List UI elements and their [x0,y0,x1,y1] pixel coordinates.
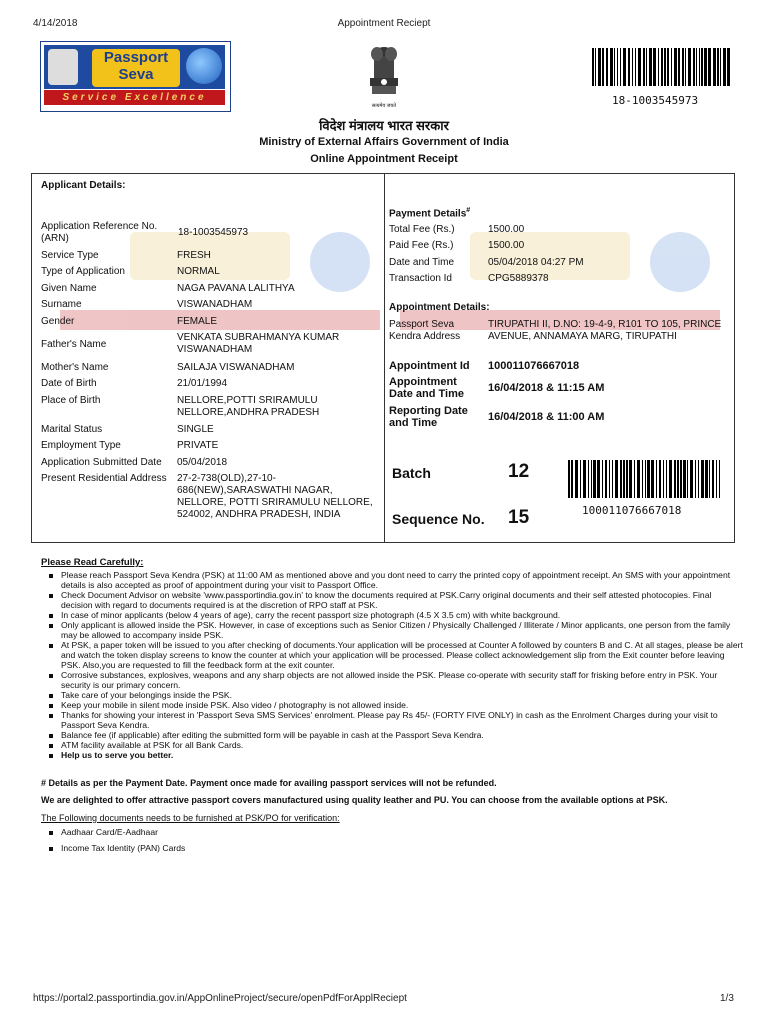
arn-barcode-number: 18-1003545973 [612,94,699,107]
barcode-bar [580,460,581,498]
barcode-bar [632,48,633,86]
national-emblem [360,42,408,110]
barcode-bar [649,48,652,86]
barcode-bar [605,460,607,498]
label-psk-address: Passport Seva Kendra Address [389,319,461,342]
barcode-bar [602,460,603,498]
barcode-bar [677,460,679,498]
label-payment-datetime: Date and Time [389,257,455,268]
label-service-type: Service Type [41,250,99,261]
emblem-icon [48,49,78,85]
note-item: Thanks for showing your interest in 'Passport Seva SMS Services' enrolment. Please pay Rs 45/- (FORTY FIVE ONLY) in cash as the Enrolment Charges during your visit to Passport Seva Kendra. [55,710,745,730]
barcode-bar [647,460,650,498]
barcode-bar [656,460,657,498]
barcode-bar [661,48,663,86]
barcode-bar [634,460,635,498]
label-father-name: Father's Name [41,339,107,350]
barcode-bar [610,48,613,86]
barcode-bar [701,460,704,498]
barcode-bar [637,460,640,498]
barcode-bar [620,460,622,498]
footer-page: 1/3 [720,993,734,1004]
barcode-bar [719,460,720,498]
label-reporting-datetime: Reporting Date and Time [389,405,468,429]
barcode-bar [696,48,697,86]
label-total-fee: Total Fee (Rs.) [389,224,455,235]
doc-item: Aadhaar Card/E-Aadhaar [55,827,455,837]
barcode-bar [712,460,714,498]
barcode-bar [690,460,693,498]
barcode-bar [614,48,615,86]
label-transaction-id: Transaction Id [389,273,452,284]
payment-mark: # [466,207,471,214]
note-item: Take care of your belongings inside the PSK. [55,690,745,700]
barcode-bar [688,48,691,86]
print-title: Appointment Reciept [337,18,431,29]
barcode-bar [651,460,654,498]
barcode-bar [704,48,707,86]
appointment-section-title: Appointment Details: [389,302,490,313]
notes-list [41,570,745,760]
label-paid-fee: Paid Fee (Rs.) [389,240,454,251]
applicant-section-title: Applicant Details: [41,180,126,191]
heading-hindi: विदेश मंत्रालय भारत सरकार [319,118,449,133]
note-item: Keep your mobile in silent mode inside PSK. Also video / photography is not allowed inside. [55,700,745,710]
barcode-bar [645,460,646,498]
barcode-bar [588,460,589,498]
appointment-barcode [568,460,722,498]
barcode-bar [646,48,647,86]
barcode-bar [593,460,596,498]
barcode-bar [575,460,578,498]
barcode-bar [685,48,686,86]
watermark-left [60,232,380,332]
barcode-bar [623,460,625,498]
label-appointment-datetime: Appointment Date and Time [389,376,464,400]
value-application-type: NORMAL [177,266,220,277]
note-item: Please reach Passport Seva Kendra (PSK) at 11:00 AM as mentioned above and you dont need to carry the printed copy of appointment receipt. An SMS with your appointment details is also accepted as proof of appointment during your visit to Passport Office. [55,570,745,590]
barcode-bar [708,48,711,86]
barcode-bar [623,48,626,86]
barcode-bar [701,48,703,86]
barcode-bar [609,460,610,498]
label-marital-status: Marital Status [41,424,103,435]
barcode-bar [667,48,669,86]
barcode-bar [626,460,628,498]
barcode-bar [602,48,604,86]
value-appointment-datetime: 16/04/2018 & 11:15 AM [488,382,605,394]
covers-note: We are delighted to offer attractive passport covers manufactured using quality leather and PU. You can choose from the available options at PSK. [41,795,668,805]
barcode-bar [643,48,645,86]
barcode-bar [606,48,608,86]
barcode-bar [695,460,696,498]
value-sequence: 15 [508,507,530,528]
appointment-barcode-number: 100011076667018 [582,504,682,517]
value-psk-address: TIRUPATHI II, D.NO: 19-4-9, R101 TO 105, PRINCE AVENUE, ANNAMAYA MARG, TIRUPATHI [488,319,722,342]
value-gender: FEMALE [177,316,218,327]
value-submitted-date: 05/04/2018 [177,457,228,468]
docs-title: The Following documents needs to be furnished at PSK/PO for verification: [41,813,340,823]
label-batch: Batch [392,465,431,481]
barcode-bar [713,48,716,86]
heading-receipt: Online Appointment Receipt [310,153,458,165]
barcode-bar [591,460,592,498]
notes-title: Please Read Carefully: [41,557,144,568]
barcode-bar [687,460,688,498]
value-address: 27-2-738(OLD),27-10-686(NEW),SARASWATHI NAGAR, NELLORE, POTTI SRIRAMULU NELLORE, 524002, ANDHRA PRADESH, INDIA [177,473,373,520]
label-place-of-birth: Place of Birth [41,395,101,406]
value-place-of-birth: NELLORE,POTTI SRIRAMULU NELLORE,ANDHRA PRADESH [177,395,320,418]
panel-divider [384,173,385,543]
label-dob: Date of Birth [41,378,97,389]
footer-url[interactable]: https://portal2.passportindia.gov.in/AppOnlineProject/secure/openPdfForApplReciept [33,993,407,1004]
label-given-name: Given Name [41,283,97,294]
print-date: 4/14/2018 [33,18,78,29]
note-item: Balance fee (if applicable) after editing the submitted form will be payable in cash at the Passport Seva Kendra. [55,730,745,740]
barcode-bar [583,460,586,498]
logo-line2: Seva [118,66,154,83]
label-appointment-id: Appointment Id [389,360,470,372]
lion-capital-icon [360,42,408,100]
barcode-bar [612,460,613,498]
barcode-bar [671,48,672,86]
note-item: Help us to serve you better. [55,750,745,760]
note-item: Only applicant is allowed inside the PSK. However, in case of exceptions such as Senior Citizen / Physically Challenged / Illiterate / Minor applicants, one person from the family may be allowed to accompany inside PSK. [55,620,745,640]
label-surname: Surname [41,299,82,310]
note-item: ATM facility available at PSK for all Bank Cards. [55,740,745,750]
barcode-bar [709,460,710,498]
barcode-bar [666,460,667,498]
value-father-name: VENKATA SUBRAHMANYA KUMAR VISWANADHAM [177,332,340,355]
note-item: Check Document Advisor on website 'www.passportindia.gov.in' to know the documents required at PSK.Carry original documents and their self attested photocopies. Final decision with regard to documents required is at the discretion of RPO staff at PSK. [55,590,745,610]
note-item: At PSK, a paper token will be issued to you after checking of documents.Your application will be processed at Counter A followed by counters B and C. At all stages, please be alert and watch the token display screens to know the counter at which your application will be processed. Please collect acknowledgement slip from the Exit counter before leaving PSK. Also,you are requested to fill the feedback form at the exit counter. [55,640,745,670]
value-payment-datetime: 05/04/2018 04:27 PM [488,257,584,268]
passport-seva-logo [40,41,231,112]
label-submitted-date: Application Submitted Date [41,457,162,468]
payment-note: # Details as per the Payment Date. Payment once made for availing passport services will not be refunded. [41,778,497,788]
payment-section-title [389,207,470,219]
label-sequence: Sequence No. [392,511,485,527]
barcode-bar [678,48,680,86]
barcode-bar [682,48,684,86]
barcode-bar [720,48,721,86]
label-address: Present Residential Address [41,473,167,484]
value-service-type: FRESH [177,250,211,261]
barcode-bar [615,460,618,498]
barcode-bar [674,48,677,86]
logo-line1: Passport [103,49,169,66]
barcode-bar [638,48,641,86]
barcode-bar [617,48,618,86]
barcode-bar [635,48,636,86]
logo-band: Service Excellence [44,90,225,105]
label-gender: Gender [41,316,75,327]
value-transaction-id: CPG5889378 [488,273,549,284]
barcode-bar [664,48,666,86]
value-given-name: NAGA PAVANA LALITHYA [177,283,295,294]
value-paid-fee: 1500.00 [488,240,525,251]
value-dob: 21/01/1994 [177,378,228,389]
value-reporting-datetime: 16/04/2018 & 11:00 AM [488,411,605,423]
barcode-bar [642,460,643,498]
heading-ministry: Ministry of External Affairs Government of India [259,136,509,148]
barcode-bar [629,460,632,498]
barcode-bar [598,48,601,86]
barcode-bar [717,48,719,86]
value-surname: VISWANADHAM [177,299,253,310]
barcode-bar [683,460,686,498]
emblem-motto: सत्यमेव जयते [371,103,397,109]
label-application-type: Type of Application [41,266,125,277]
barcode-bar [568,460,570,498]
barcode-bar [674,460,676,498]
barcode-bar [592,48,594,86]
value-marital-status: SINGLE [177,424,214,435]
barcode-bar [680,460,682,498]
arn-barcode [592,48,732,86]
label-employment-type: Employment Type [41,440,121,451]
doc-item: Income Tax Identity (PAN) Cards [55,843,455,853]
label-mother-name: Mother's Name [41,362,109,373]
note-item: In case of minor applicants (below 4 years of age), carry the recent passport size photograph (4.5 X 3.5 cm) with white background. [55,610,745,620]
barcode-bar [663,460,664,498]
barcode-bar [693,48,695,86]
value-mother-name: SAILAJA VISWANADHAM [177,362,295,373]
globe-icon [186,48,222,84]
barcode-bar [699,48,700,86]
barcode-bar [620,48,621,86]
payment-title-text: Payment Details [389,208,467,220]
barcode-bar [659,460,661,498]
barcode-bar [723,48,726,86]
barcode-bar [705,460,708,498]
barcode-bar [597,460,600,498]
value-arn: 18-1003545973 [178,227,249,238]
barcode-bar [595,48,596,86]
barcode-bar [571,460,573,498]
value-employment-type: PRIVATE [177,440,219,451]
barcode-bar [716,460,717,498]
value-total-fee: 1500.00 [488,224,525,235]
barcode-bar [669,460,672,498]
note-item: Corrosive substances, explosives, weapons and any sharp objects are not allowed inside the PSK. Please co-operate with security staff for frisking before entry in PSK. Your security is our primary concern. [55,670,745,690]
barcode-bar [658,48,659,86]
barcode-bar [727,48,730,86]
barcode-bar [628,48,630,86]
barcode-bar [698,460,699,498]
value-batch: 12 [508,461,530,482]
barcode-bar [653,48,656,86]
docs-list [41,827,455,853]
value-appointment-id: 100011076667018 [488,360,580,372]
label-arn: Application Reference No. (ARN) [41,221,158,244]
